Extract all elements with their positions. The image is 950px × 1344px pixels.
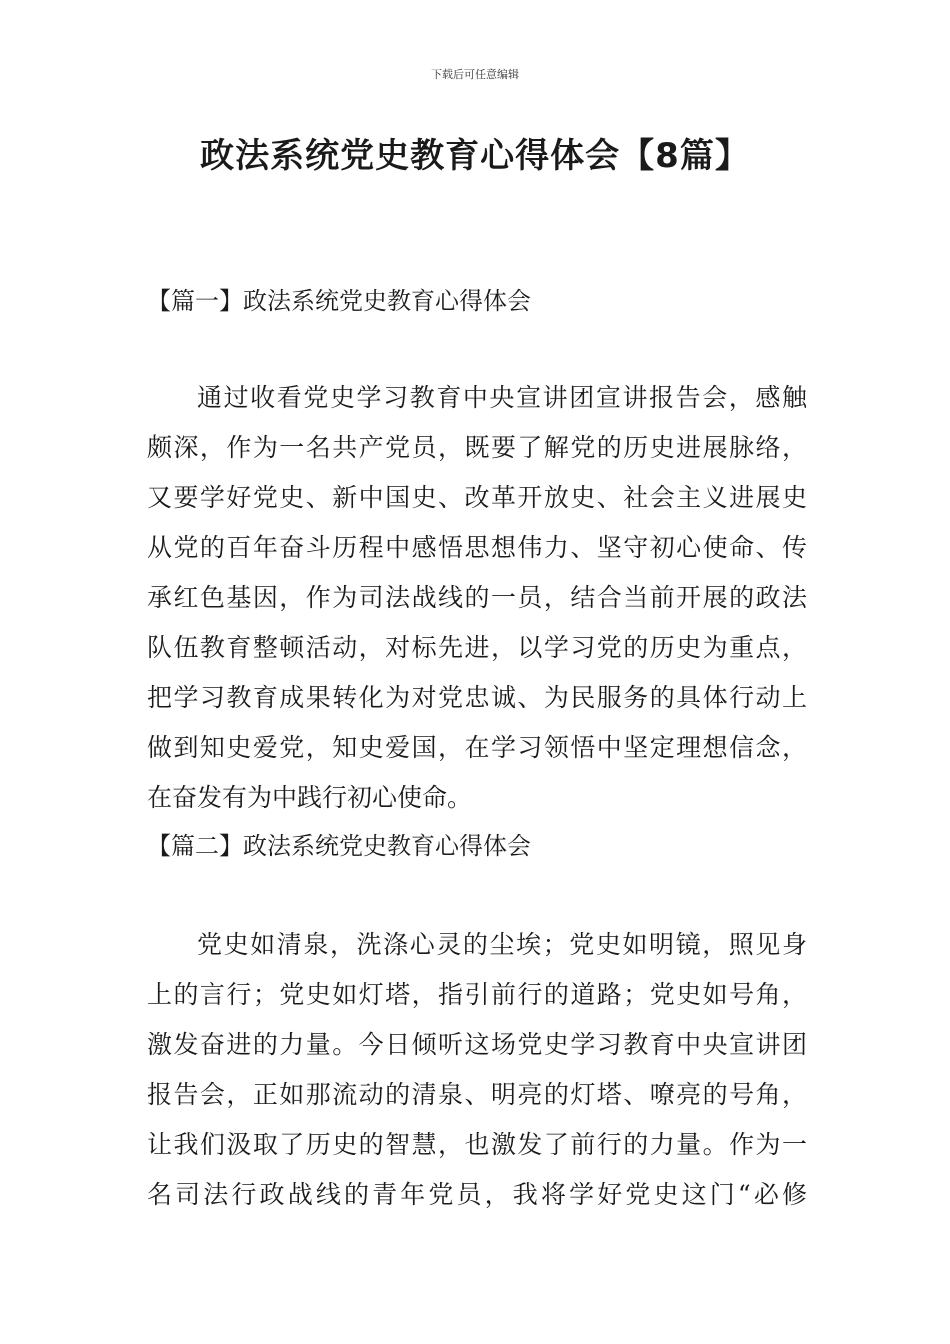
paragraph-line: 颇深，作为一名共产党员，既要了解党的历史进展脉络， [147, 433, 807, 462]
section-paragraph-2 [147, 920, 807, 1220]
paragraph-line: 通过收看党史学习教育中央宣讲团宣讲报告会，感触 [197, 383, 807, 412]
section-heading-2: 【篇二】政法系统党史教育心得体会 [147, 832, 531, 860]
paragraph-line: 名司法行政战线的青年党员，我将学好党史这门“必修 [147, 1180, 807, 1209]
header-note: 下载后可任意编辑 [431, 68, 519, 81]
paragraph-line: 让我们汲取了历史的智慧，也激发了前行的力量。作为一 [147, 1130, 807, 1159]
section-heading-1: 【篇一】政法系统党史教育心得体会 [147, 287, 531, 315]
paragraph-line: 报告会，正如那流动的清泉、明亮的灯塔、嘹亮的号角， [147, 1080, 807, 1109]
paragraph-line: 党史如清泉，洗涤心灵的尘埃；党史如明镜，照见身 [197, 930, 807, 959]
paragraph-line: 承红色基因，作为司法战线的一员，结合当前开展的政法 [147, 583, 807, 612]
document-title: 政法系统党史教育心得体会【8篇】 [200, 136, 750, 176]
paragraph-line: 从党的百年奋斗历程中感悟思想伟力、坚守初心使命、传 [147, 533, 807, 562]
paragraph-line: 上的言行；党史如灯塔，指引前行的道路；党史如号角， [147, 980, 807, 1009]
paragraph-line: 做到知史爱党，知史爱国，在学习领悟中坚定理想信念， [147, 733, 807, 762]
paragraph-line: 队伍教育整顿活动，对标先进，以学习党的历史为重点， [147, 633, 807, 662]
paragraph-line: 把学习教育成果转化为对党忠诚、为民服务的具体行动上 [147, 683, 807, 712]
section-paragraph-1 [147, 373, 807, 823]
paragraph-line: 又要学好党史、新中国史、改革开放史、社会主义进展史 [147, 483, 807, 512]
paragraph-line: 激发奋进的力量。今日倾听这场党史学习教育中央宣讲团 [147, 1030, 807, 1059]
paragraph-line: 在奋发有为中践行初心使命。 [147, 783, 473, 812]
